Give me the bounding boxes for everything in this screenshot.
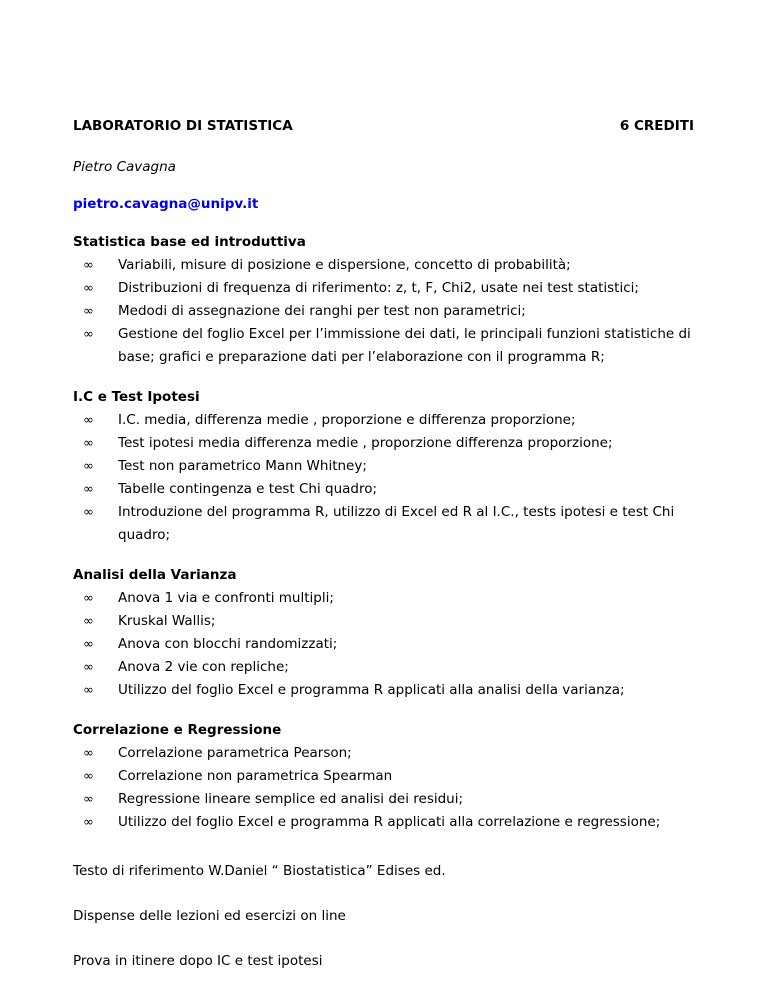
reference-text: Testo di riferimento W.Daniel “ Biostatistica” Edises ed. xyxy=(73,863,446,879)
topic-list-item xyxy=(73,478,693,501)
author-email-link[interactable]: pietro.cavagna@unipv.it xyxy=(73,196,259,212)
topic-list-item xyxy=(73,788,693,811)
topic-text: Anova con blocchi randomizzati; xyxy=(118,636,338,652)
topic-text: Anova 1 via e confronti multipli; xyxy=(118,590,334,606)
course-title: LABORATORIO DI STATISTICA xyxy=(73,118,293,134)
course-credits: 6 CREDITI xyxy=(619,118,694,134)
infinity-bullet-icon: ∞ xyxy=(83,683,94,698)
topic-list-item xyxy=(73,679,693,702)
topic-list-item xyxy=(73,501,693,547)
document-page xyxy=(73,118,693,970)
infinity-bullet-icon: ∞ xyxy=(83,258,94,273)
infinity-bullet-icon: ∞ xyxy=(83,436,94,451)
topic-list-item xyxy=(73,610,693,633)
topic-text: Utilizzo del foglio Excel e programma R applicati alla analisi della varianza; xyxy=(118,682,625,698)
topic-list-item xyxy=(73,277,693,300)
topic-list-item xyxy=(73,811,693,834)
topic-text: Correlazione non parametrica Spearman xyxy=(118,768,393,784)
topic-list-item xyxy=(73,765,693,788)
topic-text: Regressione lineare semplice ed analisi dei residui; xyxy=(118,791,464,807)
syllabus-sections xyxy=(73,233,693,834)
section-heading: I.C e Test Ipotesi xyxy=(73,389,200,405)
syllabus-section xyxy=(73,233,693,369)
syllabus-section xyxy=(73,566,693,702)
infinity-bullet-icon: ∞ xyxy=(83,505,94,520)
topic-list xyxy=(73,742,693,834)
topic-list-item xyxy=(73,323,693,369)
exam-text: Prova in itinere dopo IC e test ipotesi xyxy=(73,953,323,969)
topic-text: Tabelle contingenza e test Chi quadro; xyxy=(118,481,378,497)
infinity-bullet-icon: ∞ xyxy=(83,614,94,629)
infinity-bullet-icon: ∞ xyxy=(83,482,94,497)
topic-text: Test ipotesi media differenza medie , proporzione differenza proporzione; xyxy=(118,435,613,451)
topic-text: Anova 2 vie con repliche; xyxy=(118,659,289,675)
infinity-bullet-icon: ∞ xyxy=(83,413,94,428)
syllabus-section xyxy=(73,721,693,834)
title-row xyxy=(73,118,693,136)
infinity-bullet-icon: ∞ xyxy=(83,459,94,474)
section-heading: Correlazione e Regressione xyxy=(73,722,282,738)
materials-text: Dispense delle lezioni ed esercizi on line xyxy=(73,908,346,924)
topic-list-item xyxy=(73,656,693,679)
topic-list-item xyxy=(73,254,693,277)
topic-text: Correlazione parametrica Pearson; xyxy=(118,745,352,761)
author-name: Pietro Cavagna xyxy=(73,159,176,175)
topic-text: Variabili, misure di posizione e dispersione, concetto di probabilità; xyxy=(118,257,571,273)
topic-text: Kruskal Wallis; xyxy=(118,613,216,629)
topic-list-item xyxy=(73,432,693,455)
section-heading: Analisi della Varianza xyxy=(73,567,237,583)
infinity-bullet-icon: ∞ xyxy=(83,281,94,296)
topic-text: Utilizzo del foglio Excel e programma R applicati alla correlazione e regressione; xyxy=(118,814,661,830)
topic-text: Distribuzioni di frequenza di riferimento: z, t, F, Chi2, usate nei test statistici; xyxy=(118,280,639,296)
topic-list-item xyxy=(73,742,693,765)
infinity-bullet-icon: ∞ xyxy=(83,327,94,342)
topic-list-item xyxy=(73,409,693,432)
infinity-bullet-icon: ∞ xyxy=(83,769,94,784)
topic-list xyxy=(73,254,693,369)
topic-text: Gestione del foglio Excel per l’immissione dei dati, le principali funzioni statistiche di base; grafici e preparazione dati per l’elaborazione con il programma R; xyxy=(118,326,691,365)
infinity-bullet-icon: ∞ xyxy=(83,591,94,606)
topic-list-item xyxy=(73,633,693,656)
topic-list-item xyxy=(73,455,693,478)
topic-text: Medodi di assegnazione dei ranghi per test non parametrici; xyxy=(118,303,526,319)
infinity-bullet-icon: ∞ xyxy=(83,637,94,652)
topic-list-item xyxy=(73,587,693,610)
topic-list-item xyxy=(73,300,693,323)
infinity-bullet-icon: ∞ xyxy=(83,792,94,807)
topic-text: I.C. media, differenza medie , proporzione e differenza proporzione; xyxy=(118,412,576,428)
topic-text: Test non parametrico Mann Whitney; xyxy=(118,458,367,474)
topic-text: Introduzione del programma R, utilizzo di Excel ed R al I.C., tests ipotesi e test Chi quadro; xyxy=(118,504,675,543)
infinity-bullet-icon: ∞ xyxy=(83,304,94,319)
infinity-bullet-icon: ∞ xyxy=(83,815,94,830)
section-heading: Statistica base ed introduttiva xyxy=(73,234,306,250)
topic-list xyxy=(73,587,693,702)
infinity-bullet-icon: ∞ xyxy=(83,746,94,761)
infinity-bullet-icon: ∞ xyxy=(83,660,94,675)
syllabus-section xyxy=(73,388,693,547)
topic-list xyxy=(73,409,693,547)
